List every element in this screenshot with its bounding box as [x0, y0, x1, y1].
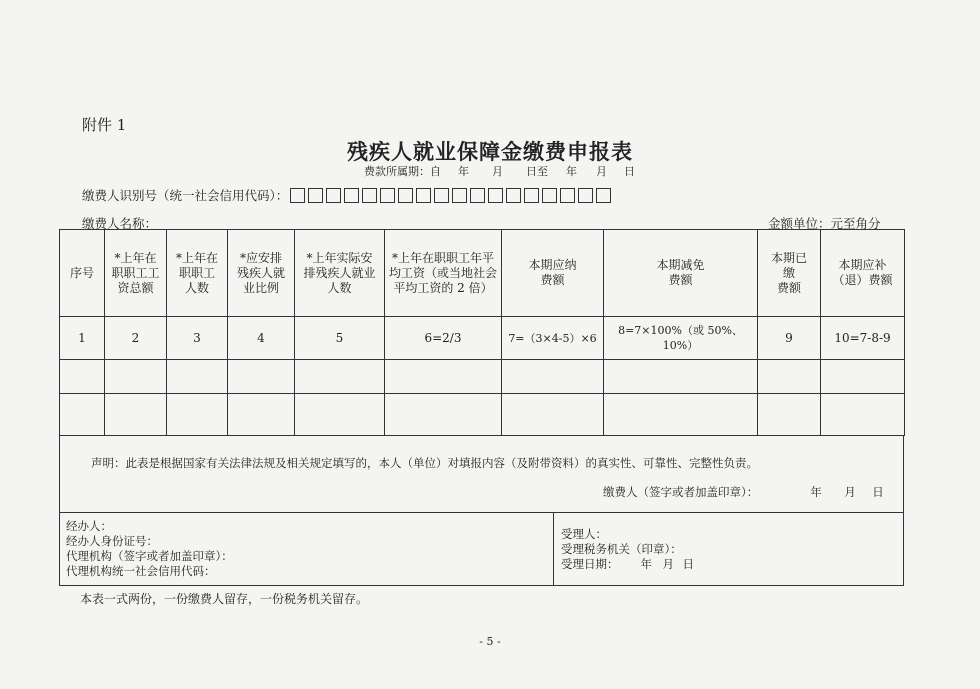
entry-cell[interactable]: [105, 394, 167, 436]
header-line: 费额: [776, 280, 801, 295]
entry-cell[interactable]: [105, 360, 167, 394]
entry-cell[interactable]: [821, 360, 905, 394]
entry-cell[interactable]: [228, 394, 295, 436]
header-line: *上年在: [175, 250, 218, 265]
header-cell: [821, 230, 905, 317]
id-char-box[interactable]: [560, 188, 575, 203]
entry-cell[interactable]: [167, 360, 228, 394]
header-line: 排残疾人就业: [303, 265, 376, 280]
header-line: 费额: [668, 273, 693, 287]
signature-divider: [553, 513, 554, 586]
entry-cell[interactable]: [604, 360, 758, 394]
sign-date-month: 月: [844, 485, 856, 499]
header-line: 本期减免: [656, 258, 705, 272]
header-line: 业比例: [242, 280, 279, 295]
header-cell: [60, 230, 105, 317]
formula-row: [60, 317, 905, 360]
header-row: [60, 230, 905, 317]
header-line: 本期应纳: [528, 258, 577, 272]
header-line: 均工资（或当地社会: [388, 265, 497, 280]
id-char-box[interactable]: [488, 188, 503, 203]
handler-id-label: 经办人身份证号：: [66, 534, 158, 548]
attachment-label: 附件 1: [82, 116, 127, 134]
header-cell: [502, 230, 604, 317]
declaration-box: [59, 436, 904, 513]
header-line: 平均工资的 2 倍）: [393, 280, 493, 295]
entry-cell[interactable]: [60, 360, 105, 394]
sign-date-year: 年: [810, 485, 822, 499]
entry-cell[interactable]: [385, 394, 502, 436]
fee-period-row: [364, 163, 635, 179]
agency-label: 代理机构（签字或者加盖印章）：: [66, 549, 233, 563]
sign-date-day: 日: [872, 485, 884, 499]
header-cell: [758, 230, 821, 317]
receive-date-label: 受理日期：: [561, 557, 619, 571]
header-cell: [385, 230, 502, 317]
entry-cell[interactable]: [295, 360, 385, 394]
header-line: 本期应补: [838, 258, 887, 272]
entry-cell[interactable]: [228, 360, 295, 394]
footnote: 本表一式两份，一份缴费人留存，一份税务机关留存。: [80, 592, 369, 606]
header-cell: [604, 230, 758, 317]
formula-cell: 2: [105, 317, 167, 360]
id-char-box[interactable]: [290, 188, 305, 203]
id-char-box[interactable]: [344, 188, 359, 203]
declaration-table: [59, 229, 905, 436]
formula-cell: 4: [228, 317, 295, 360]
entry-cell[interactable]: [502, 394, 604, 436]
period-month-2: 月: [596, 165, 607, 178]
header-line: *上年在: [114, 250, 157, 265]
id-char-box[interactable]: [308, 188, 323, 203]
formula-cell: 9: [758, 317, 821, 360]
formula-cell: 8=7×100%（或 50%、10%）: [604, 317, 758, 360]
period-month-1: 月: [492, 165, 503, 178]
entry-row-2[interactable]: [60, 394, 905, 436]
id-char-box[interactable]: [578, 188, 593, 203]
header-line: *上年在职职工年平: [391, 250, 494, 265]
entry-cell[interactable]: [385, 360, 502, 394]
receive-date-day: 日: [682, 557, 694, 571]
period-year-1: 年: [458, 165, 469, 178]
form-title: 残疾人就业保障金缴费申报表: [347, 139, 633, 164]
amount-unit-label: 金额单位：元至角分: [768, 216, 881, 231]
taxpayer-name-label: 缴费人名称：: [82, 216, 158, 231]
header-line: 残疾人就: [236, 265, 285, 280]
signer-label: 缴费人（签字或者加盖印章）：: [603, 485, 759, 499]
header-line: *上年实际安: [306, 250, 373, 265]
id-char-box[interactable]: [362, 188, 377, 203]
taxpayer-id-label: 缴费人识别号（统一社会信用代码）：: [82, 188, 289, 203]
header-line: 职职工工: [111, 265, 160, 280]
entry-cell[interactable]: [758, 360, 821, 394]
id-char-box[interactable]: [326, 188, 341, 203]
header-line: （退）费额: [832, 273, 893, 287]
header-cell: [167, 230, 228, 317]
receiver-label: 受理人：: [561, 527, 607, 541]
header-line: 资总额: [117, 280, 154, 295]
entry-cell[interactable]: [502, 360, 604, 394]
header-cell: [228, 230, 295, 317]
period-day-to: 日至: [526, 165, 548, 178]
page-number: - 5 -: [479, 635, 501, 648]
header-line: 本期已: [770, 250, 807, 265]
header-line: 费额: [540, 273, 565, 287]
id-char-box[interactable]: [416, 188, 431, 203]
formula-cell: 3: [167, 317, 228, 360]
id-char-box[interactable]: [506, 188, 521, 203]
header-line: *应安排: [239, 250, 282, 265]
entry-row-1[interactable]: [60, 360, 905, 394]
header-cell: [105, 230, 167, 317]
id-char-box[interactable]: [434, 188, 449, 203]
taxpayer-id-row: [82, 186, 614, 204]
period-from: 自: [430, 165, 441, 178]
id-char-box[interactable]: [380, 188, 395, 203]
declaration-signature-row: [603, 484, 884, 500]
id-char-box[interactable]: [470, 188, 485, 203]
entry-cell[interactable]: [167, 394, 228, 436]
id-char-box[interactable]: [596, 188, 611, 203]
handler-label: 经办人：: [66, 519, 112, 533]
header-line: 缴: [782, 265, 795, 280]
id-char-box[interactable]: [398, 188, 413, 203]
formula-cell: 7=（3×4-5）×6: [502, 317, 604, 360]
header-line: 人数: [184, 280, 209, 295]
tax-office-label: 受理税务机关（印章）：: [561, 542, 682, 556]
period-day-2: 日: [624, 165, 635, 178]
id-char-box[interactable]: [452, 188, 467, 203]
entry-cell[interactable]: [821, 394, 905, 436]
receive-date-year: 年: [640, 557, 652, 571]
id-char-box[interactable]: [524, 188, 539, 203]
receive-date-month: 月: [662, 557, 674, 571]
period-label: 费款所属期：: [364, 165, 430, 178]
period-year-2: 年: [566, 165, 577, 178]
header-cell: [295, 230, 385, 317]
formula-cell: 10=7-8-9: [821, 317, 905, 360]
id-char-box[interactable]: [542, 188, 557, 203]
agency-code-label: 代理机构统一社会信用代码：: [66, 564, 216, 578]
formula-cell: 1: [60, 317, 105, 360]
entry-cell[interactable]: [758, 394, 821, 436]
entry-cell[interactable]: [60, 394, 105, 436]
formula-cell: 5: [295, 317, 385, 360]
header-line: 职职工: [178, 265, 215, 280]
formula-cell: 6=2/3: [385, 317, 502, 360]
entry-cell[interactable]: [295, 394, 385, 436]
declaration-text: 声明：此表是根据国家有关法律法规及相关规定填写的，本人（单位）对填报内容（及附带资料）的真实性、可靠性、完整性负责。: [91, 456, 758, 470]
receive-date-row: [561, 556, 694, 572]
header-seq: 序号: [69, 265, 94, 280]
entry-cell[interactable]: [604, 394, 758, 436]
taxpayer-id-boxes[interactable]: [290, 188, 614, 203]
header-line: 人数: [327, 280, 352, 295]
